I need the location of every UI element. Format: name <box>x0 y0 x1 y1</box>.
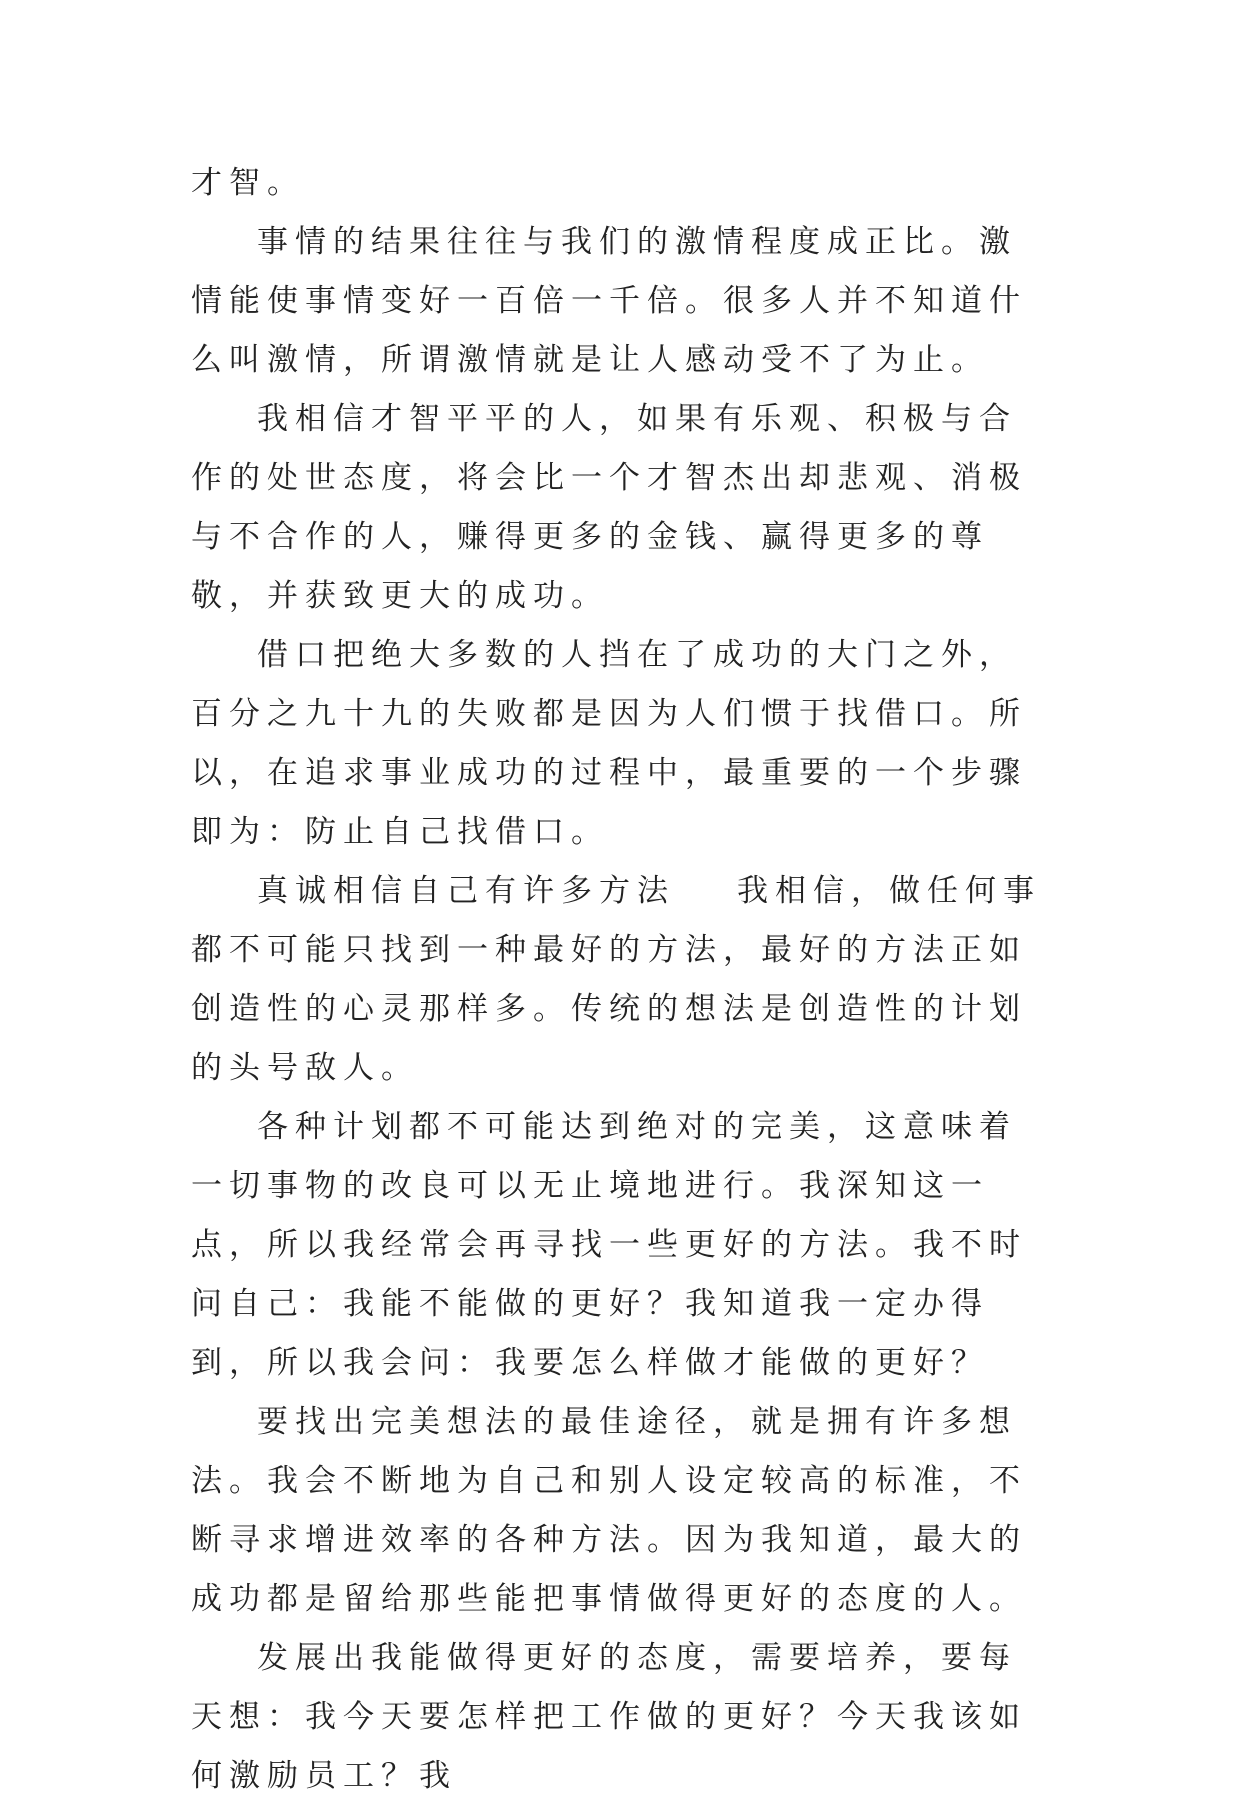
paragraph-6: 各种计划都不可能达到绝对的完美，这意味着一切事物的改良可以无止境地进行。我深知这一点，所以我经常会再寻找一些更好的方法。我不时问自己：我能不能做的更好？我知道我一定办得到，所以我会问：我要怎么样做才能做的更好？ <box>191 1109 1027 1381</box>
document-page <box>191 154 1053 1806</box>
paragraph-8: 发展出我能做得更好的态度，需要培养，要每天想：我今天要怎样把工作做的更好？今天我该如何激励员工？我 <box>191 1640 1027 1794</box>
paragraph-5-heading: 真诚相信自己有许多方法 <box>257 873 675 909</box>
paragraph-7: 要找出完美想法的最佳途径，就是拥有许多想法。我会不断地为自己和别人设定较高的标准，不断寻求增进效率的各种方法。因为我知道，最大的成功都是留给那些能把事情做得更好的态度的人。 <box>191 1404 1027 1617</box>
paragraph-2: 事情的结果往往与我们的激情程度成正比。激情能使事情变好一百倍一千倍。很多人并不知道什么叫激情，所谓激情就是让人感动受不了为止。 <box>191 224 1027 378</box>
paragraph-1: 才智。 <box>191 165 305 201</box>
paragraph-5 <box>191 862 1053 1098</box>
paragraph-4: 借口把绝大多数的人挡在了成功的大门之外，百分之九十九的失败都是因为人们惯于找借口。所以，在追求事业成功的过程中，最重要的一个步骤即为：防止自己找借口。 <box>191 637 1027 850</box>
paragraph-3: 我相信才智平平的人，如果有乐观、积极与合作的处世态度，将会比一个才智杰出却悲观、消极与不合作的人，赚得更多的金钱、赢得更多的尊敬，并获致更大的成功。 <box>191 401 1027 614</box>
paragraph-5-body: 我相信，做任何事都不可能只找到一种最好的方法，最好的方法正如创造性的心灵那样多。传统的想法是创造性的计划的头号敌人。 <box>191 873 1041 1086</box>
